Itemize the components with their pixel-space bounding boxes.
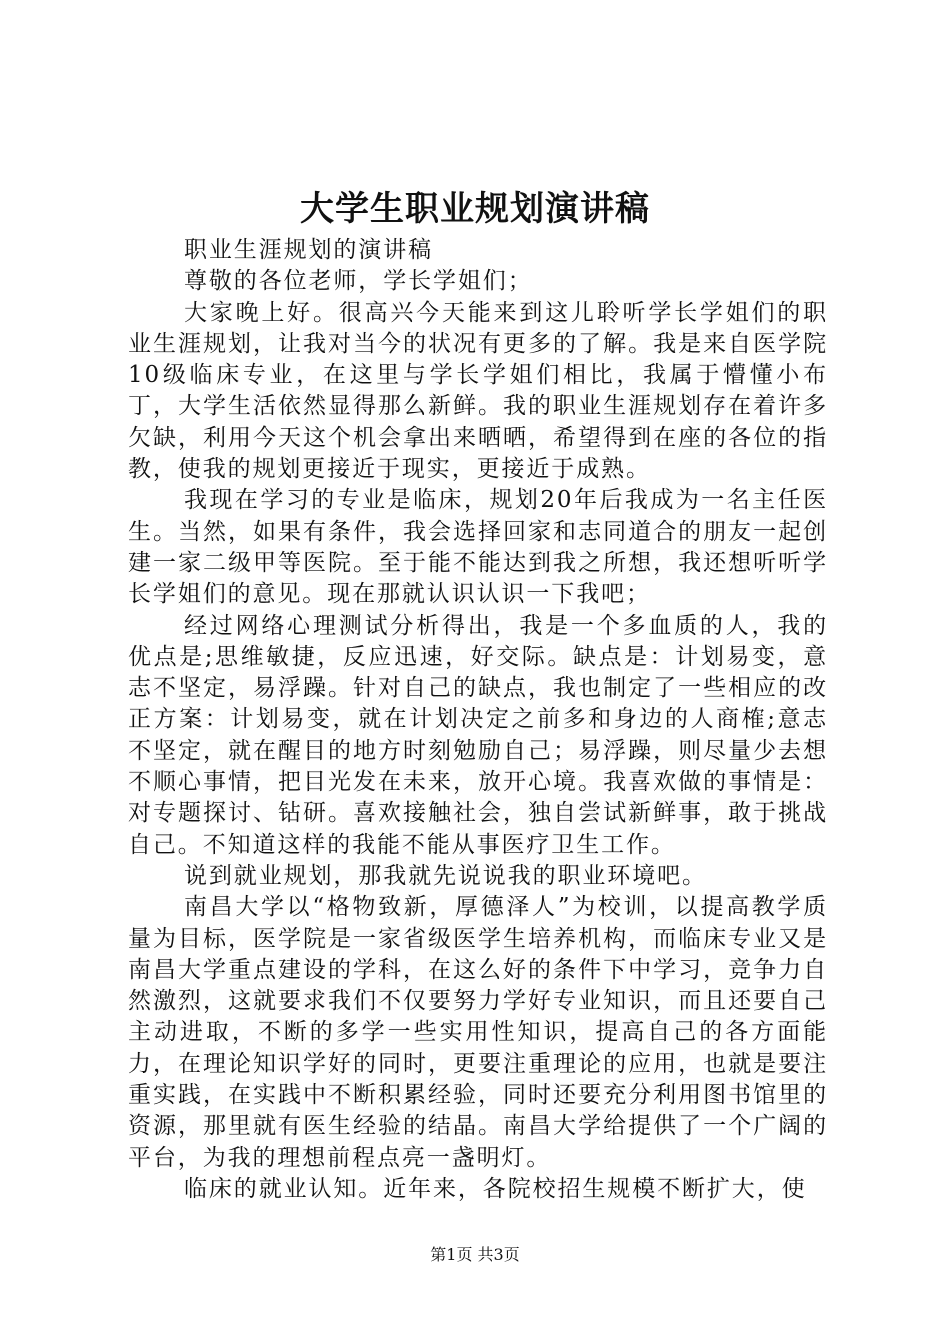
paragraph: 临床的就业认知。近年来，各院校招生规模不断扩大，使 — [184, 1175, 807, 1202]
paragraph: 经过网络心理测试分析得出，我是一个多血质的人，我的优点是;思维敏捷，反应迅速，好交际。缺点是：计划易变，意志不坚定，易浮躁。针对自己的缺点，我也制定了一些相应的改正方案：计划易变，就在计划决定之前多和身边的人商榷;意志不坚定，就在醒目的地方时刻勉励自己；易浮躁，则尽量少去想不顺心事情，把目光发在未来，放开心境。我喜欢做的事情是：对专题探讨、钻研。喜欢接触社会，独自尝试新鲜事，敢于挑战自己。不知道这样的我能不能从事医疗卫生工作。 — [128, 612, 828, 858]
document-title: 大学生职业规划演讲稿 — [300, 189, 650, 229]
page-number-footer: 第1页 共3页 — [430, 1245, 520, 1264]
document-body — [128, 235, 828, 1205]
paragraph: 南昌大学以“格物致新，厚德泽人”为校训，以提高教学质量为目标，医学院是一家省级医学生培养机构，而临床专业又是南昌大学重点建设的学科，在这么好的条件下中学习，竞争力自然激烈，这就要求我们不仅要努力学好专业知识，而且还要自己主动进取，不断的多学一些实用性知识，提高自己的各方面能力，在理论知识学好的同时，更要注重理论的应用，也就是要注重实践，在实践中不断积累经验，同时还要充分利用图书馆里的资源，那里就有医生经验的结晶。南昌大学给提供了一个广阔的平台，为我的理想前程点亮一盏明灯。 — [128, 894, 828, 1171]
paragraph-subtitle: 职业生涯规划的演讲稿 — [184, 237, 433, 263]
paragraph-salutation: 尊敬的各位老师，学长学姐们； — [184, 268, 533, 295]
paragraph: 说到就业规划，那我就先说说我的职业环境吧。 — [184, 862, 707, 889]
paragraph: 大家晚上好。很高兴今天能来到这儿聆听学长学姐们的职业生涯规划，让我对当今的状况有更多的了解。我是来自医学院10级临床专业，在这里与学长学姐们相比，我属于懵懂小布丁，大学生活依然显得那么新鲜。我的职业生涯规划存在着许多欠缺，利用今天这个机会拿出来晒晒，希望得到在座的各位的指教，使我的规划更接近于现实，更接近于成熟。 — [128, 299, 828, 483]
paragraph: 我现在学习的专业是临床，规划20年后我成为一名主任医生。当然，如果有条件，我会选择回家和志同道合的朋友一起创建一家二级甲等医院。至于能不能达到我之所想，我还想听听学长学姐们的意见。现在那就认识认识一下我吧； — [128, 487, 828, 608]
